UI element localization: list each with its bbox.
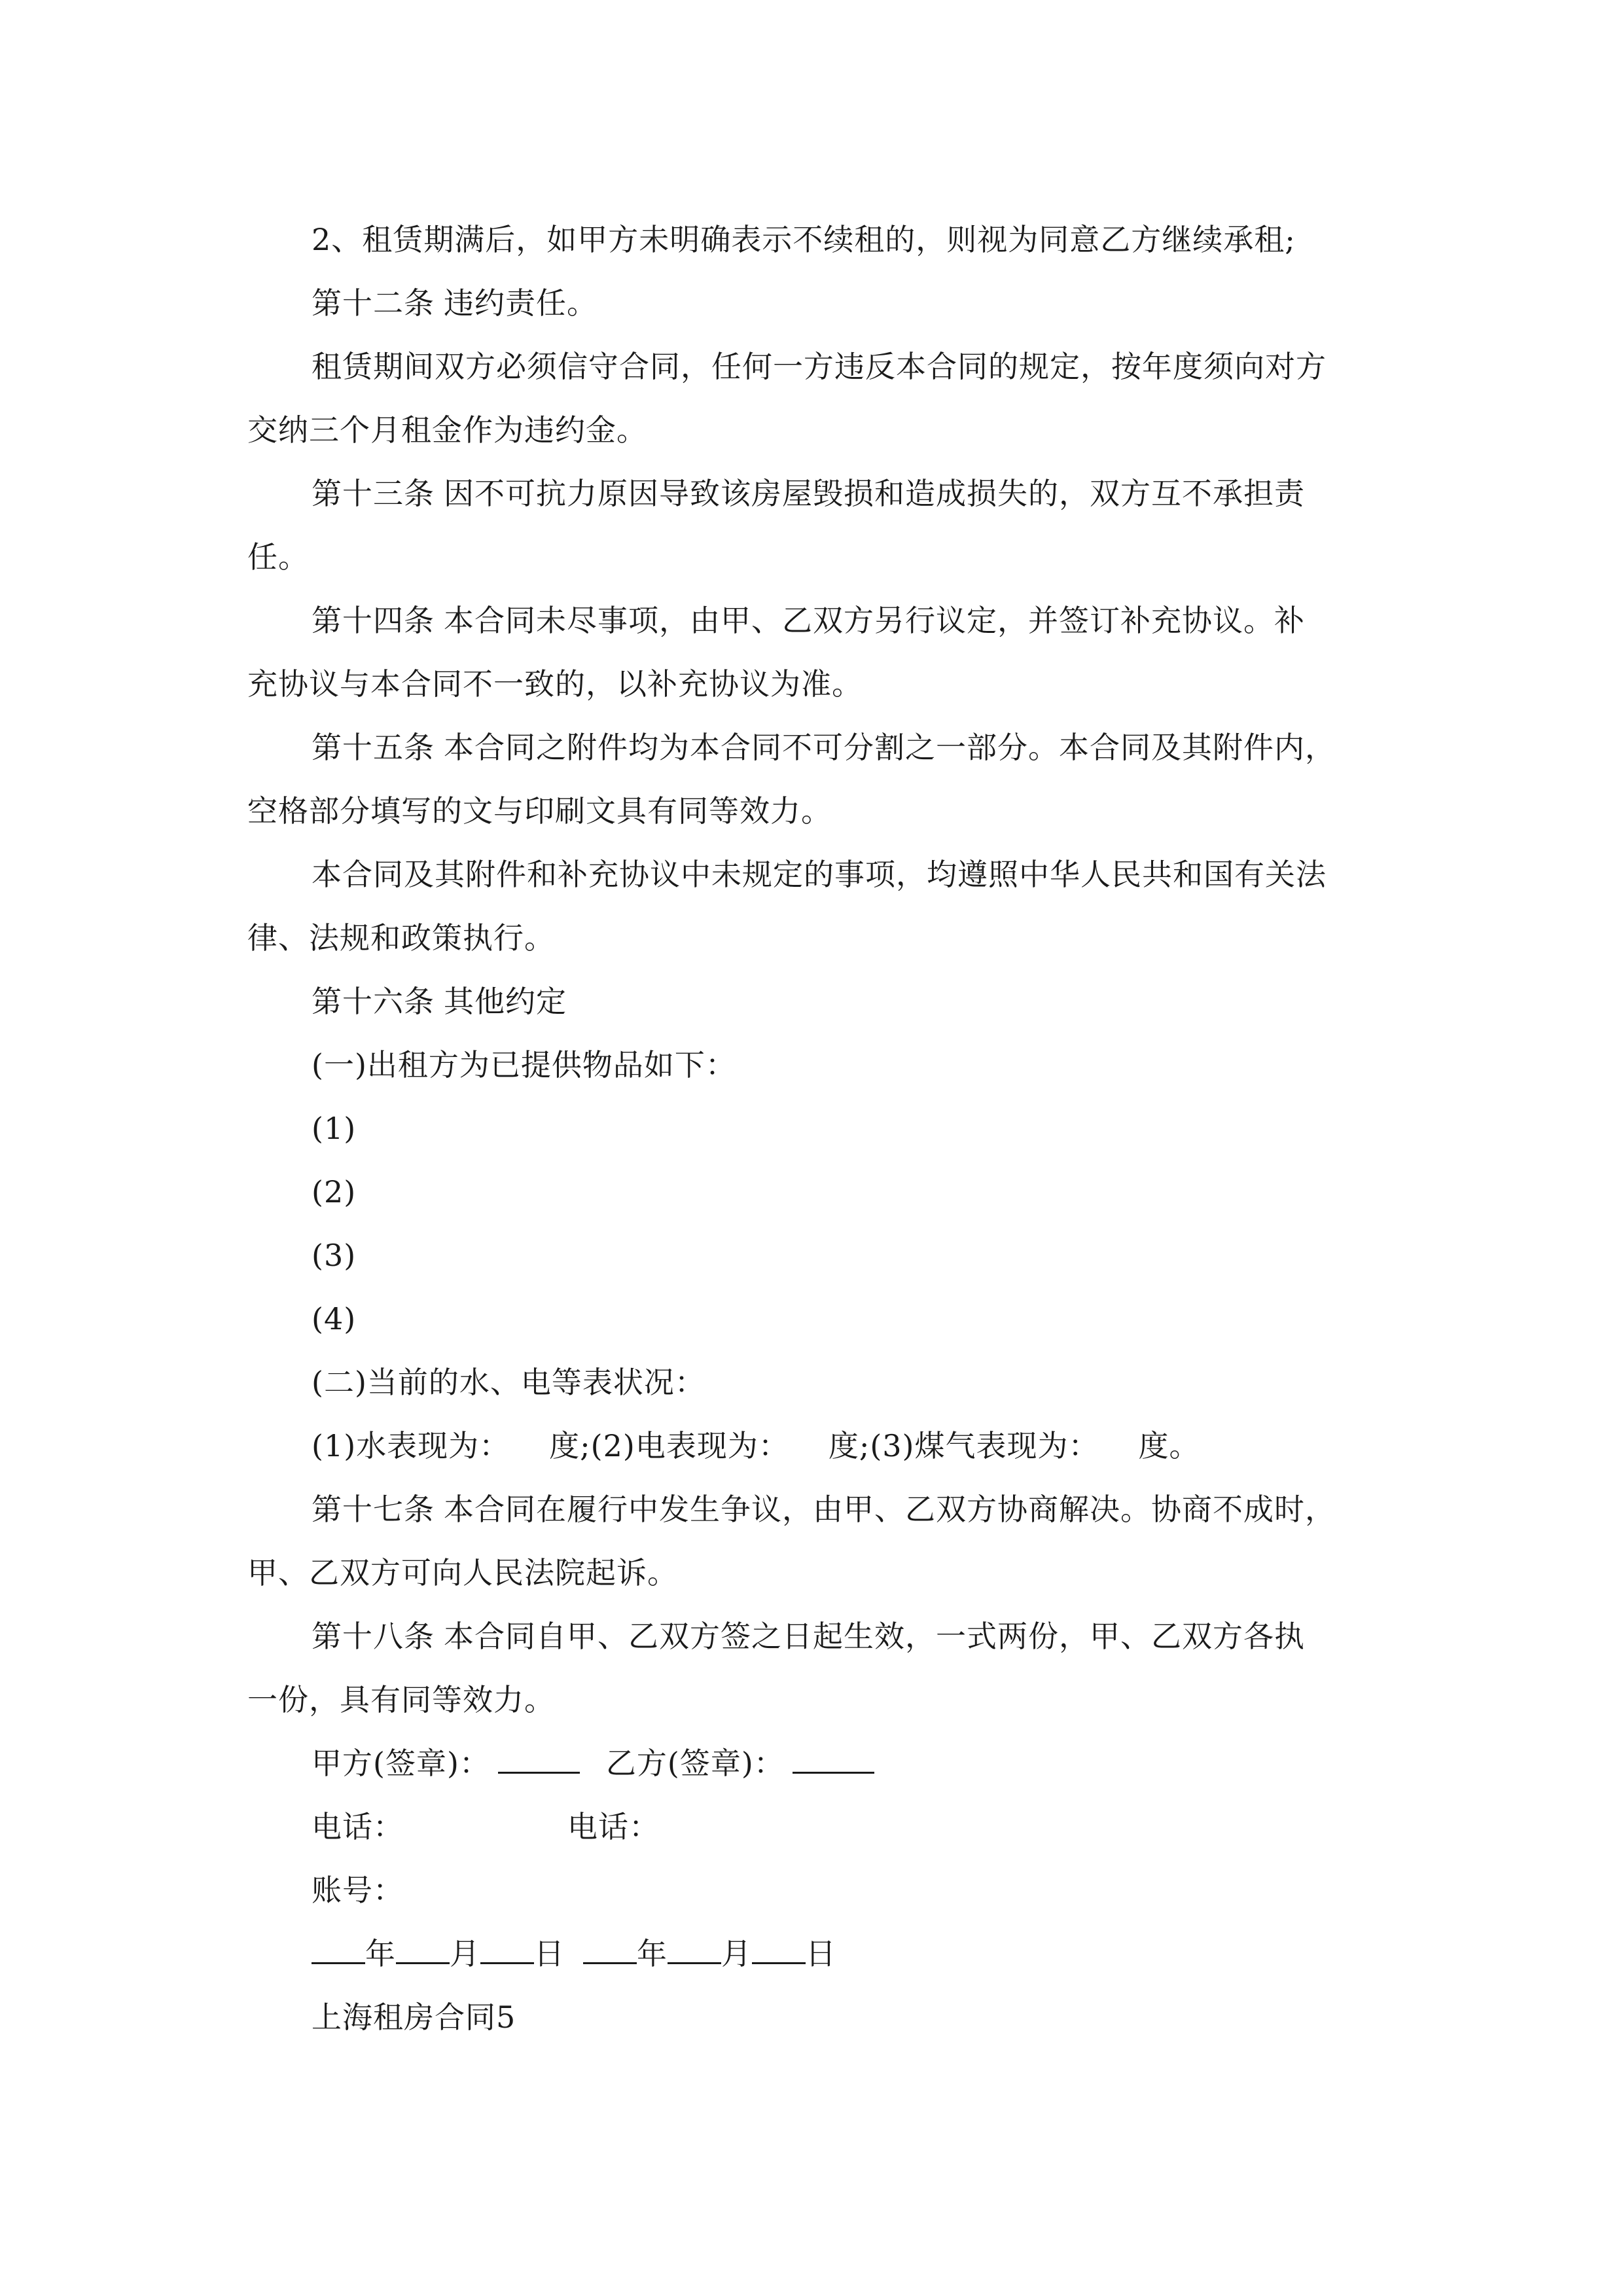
- signature-row: [247, 1732, 1380, 1795]
- party-b-signature-label: 乙方(签章)：: [605, 1746, 785, 1781]
- article-title: 违约责任。: [444, 285, 597, 321]
- article-13-line-2: 任。: [247, 539, 309, 575]
- water-meter-label: (1)水表现为：: [312, 1428, 510, 1463]
- day-label: 日: [806, 1936, 836, 1971]
- document-page: [247, 208, 1380, 2049]
- subsection-provided-items: (一)出租方为已提供物品如下：: [312, 1047, 736, 1083]
- list-item-3: (3): [312, 1238, 357, 1273]
- meter-readings: [247, 1414, 1380, 1478]
- paragraph-law-line-1: 本合同及其附件和补充协议中未规定的事项，均遵照中华人民共和国有关法: [312, 857, 1327, 892]
- article-number: 第十四条: [312, 603, 435, 638]
- article-number: 第十六条: [312, 984, 435, 1019]
- article-16-heading: [247, 970, 1380, 1033]
- year-label: 年: [637, 1936, 668, 1971]
- next-contract-title: 上海租房合同5: [312, 2000, 516, 2035]
- paragraph-penalty-line-1: 租赁期间双方必须信守合同，任何一方违反本合同的规定，按年度须向对方: [312, 349, 1327, 384]
- article-number: 第十八条: [312, 1619, 435, 1654]
- party-a-signature-blank[interactable]: [498, 1749, 580, 1774]
- article-18-line-2: 一份，具有同等效力。: [247, 1682, 555, 1717]
- paragraph-renewal: 2、租赁期满后，如甲方未明确表示不续租的，则视为同意乙方继续承租;: [312, 222, 1296, 257]
- article-14-line-1: [247, 589, 1380, 653]
- electric-meter-label: 度;(2)电表现为：: [549, 1428, 789, 1463]
- party-b-year-blank[interactable]: [583, 1940, 637, 1964]
- party-a-day-blank[interactable]: [480, 1940, 534, 1964]
- subsection-meters: (二)当前的水、电等表状况：: [312, 1365, 705, 1400]
- article-number: 第十三条: [312, 476, 435, 511]
- party-a-year-blank[interactable]: [312, 1940, 365, 1964]
- article-13-line-1: [247, 462, 1380, 526]
- article-15-line-1: [247, 716, 1380, 780]
- paragraph-penalty-line-2: 交纳三个月租金作为违约金。: [247, 412, 647, 448]
- day-label: 日: [534, 1936, 565, 1971]
- article-number: 第十七条: [312, 1492, 435, 1527]
- article-14-line-2: 充协议与本合同不一致的，以补充协议为准。: [247, 666, 863, 702]
- date-row: [247, 1922, 1380, 1986]
- article-text: 本合同之附件均为本合同不可分割之一部分。本合同及其附件内，: [444, 730, 1336, 765]
- article-text: 本合同在履行中发生争议，由甲、乙双方协商解决。协商不成时，: [444, 1492, 1336, 1527]
- article-17-line-2: 甲、乙双方可向人民法院起诉。: [247, 1555, 678, 1590]
- year-label: 年: [365, 1936, 396, 1971]
- article-title: 其他约定: [444, 984, 567, 1019]
- article-number: 第十二条: [312, 285, 435, 321]
- article-12-heading: [247, 272, 1380, 335]
- phone-row: [247, 1795, 1380, 1859]
- list-item-1: (1): [312, 1111, 357, 1146]
- article-text: 本合同自甲、乙双方签之日起生效，一式两份，甲、乙双方各执: [444, 1619, 1305, 1654]
- article-15-line-2: 空格部分填写的文与印刷文具有同等效力。: [247, 793, 832, 829]
- article-number: 第十五条: [312, 730, 435, 765]
- article-text: 因不可抗力原因导致该房屋毁损和造成损失的，双方互不承担责: [444, 476, 1305, 511]
- party-b-phone-label: 电话：: [567, 1809, 660, 1844]
- paragraph-law-line-2: 律、法规和政策执行。: [247, 920, 555, 956]
- party-b-month-blank[interactable]: [668, 1940, 721, 1964]
- party-a-month-blank[interactable]: [396, 1940, 450, 1964]
- month-label: 月: [450, 1936, 480, 1971]
- article-18-line-1: [247, 1605, 1380, 1668]
- list-item-2: (2): [312, 1174, 357, 1210]
- gas-meter-unit: 度。: [1138, 1428, 1200, 1463]
- party-b-day-blank[interactable]: [752, 1940, 806, 1964]
- article-text: 本合同未尽事项，由甲、乙双方另行议定，并签订补充协议。补: [444, 603, 1305, 638]
- list-item-4: (4): [312, 1301, 357, 1336]
- month-label: 月: [721, 1936, 752, 1971]
- gas-meter-label: 度;(3)煤气表现为：: [828, 1428, 1099, 1463]
- party-a-signature-label: 甲方(签章)：: [312, 1746, 490, 1781]
- account-row: 账号：: [312, 1873, 404, 1908]
- party-b-signature-blank[interactable]: [793, 1749, 874, 1774]
- party-a-phone-label: 电话：: [312, 1809, 404, 1844]
- article-17-line-1: [247, 1478, 1380, 1541]
